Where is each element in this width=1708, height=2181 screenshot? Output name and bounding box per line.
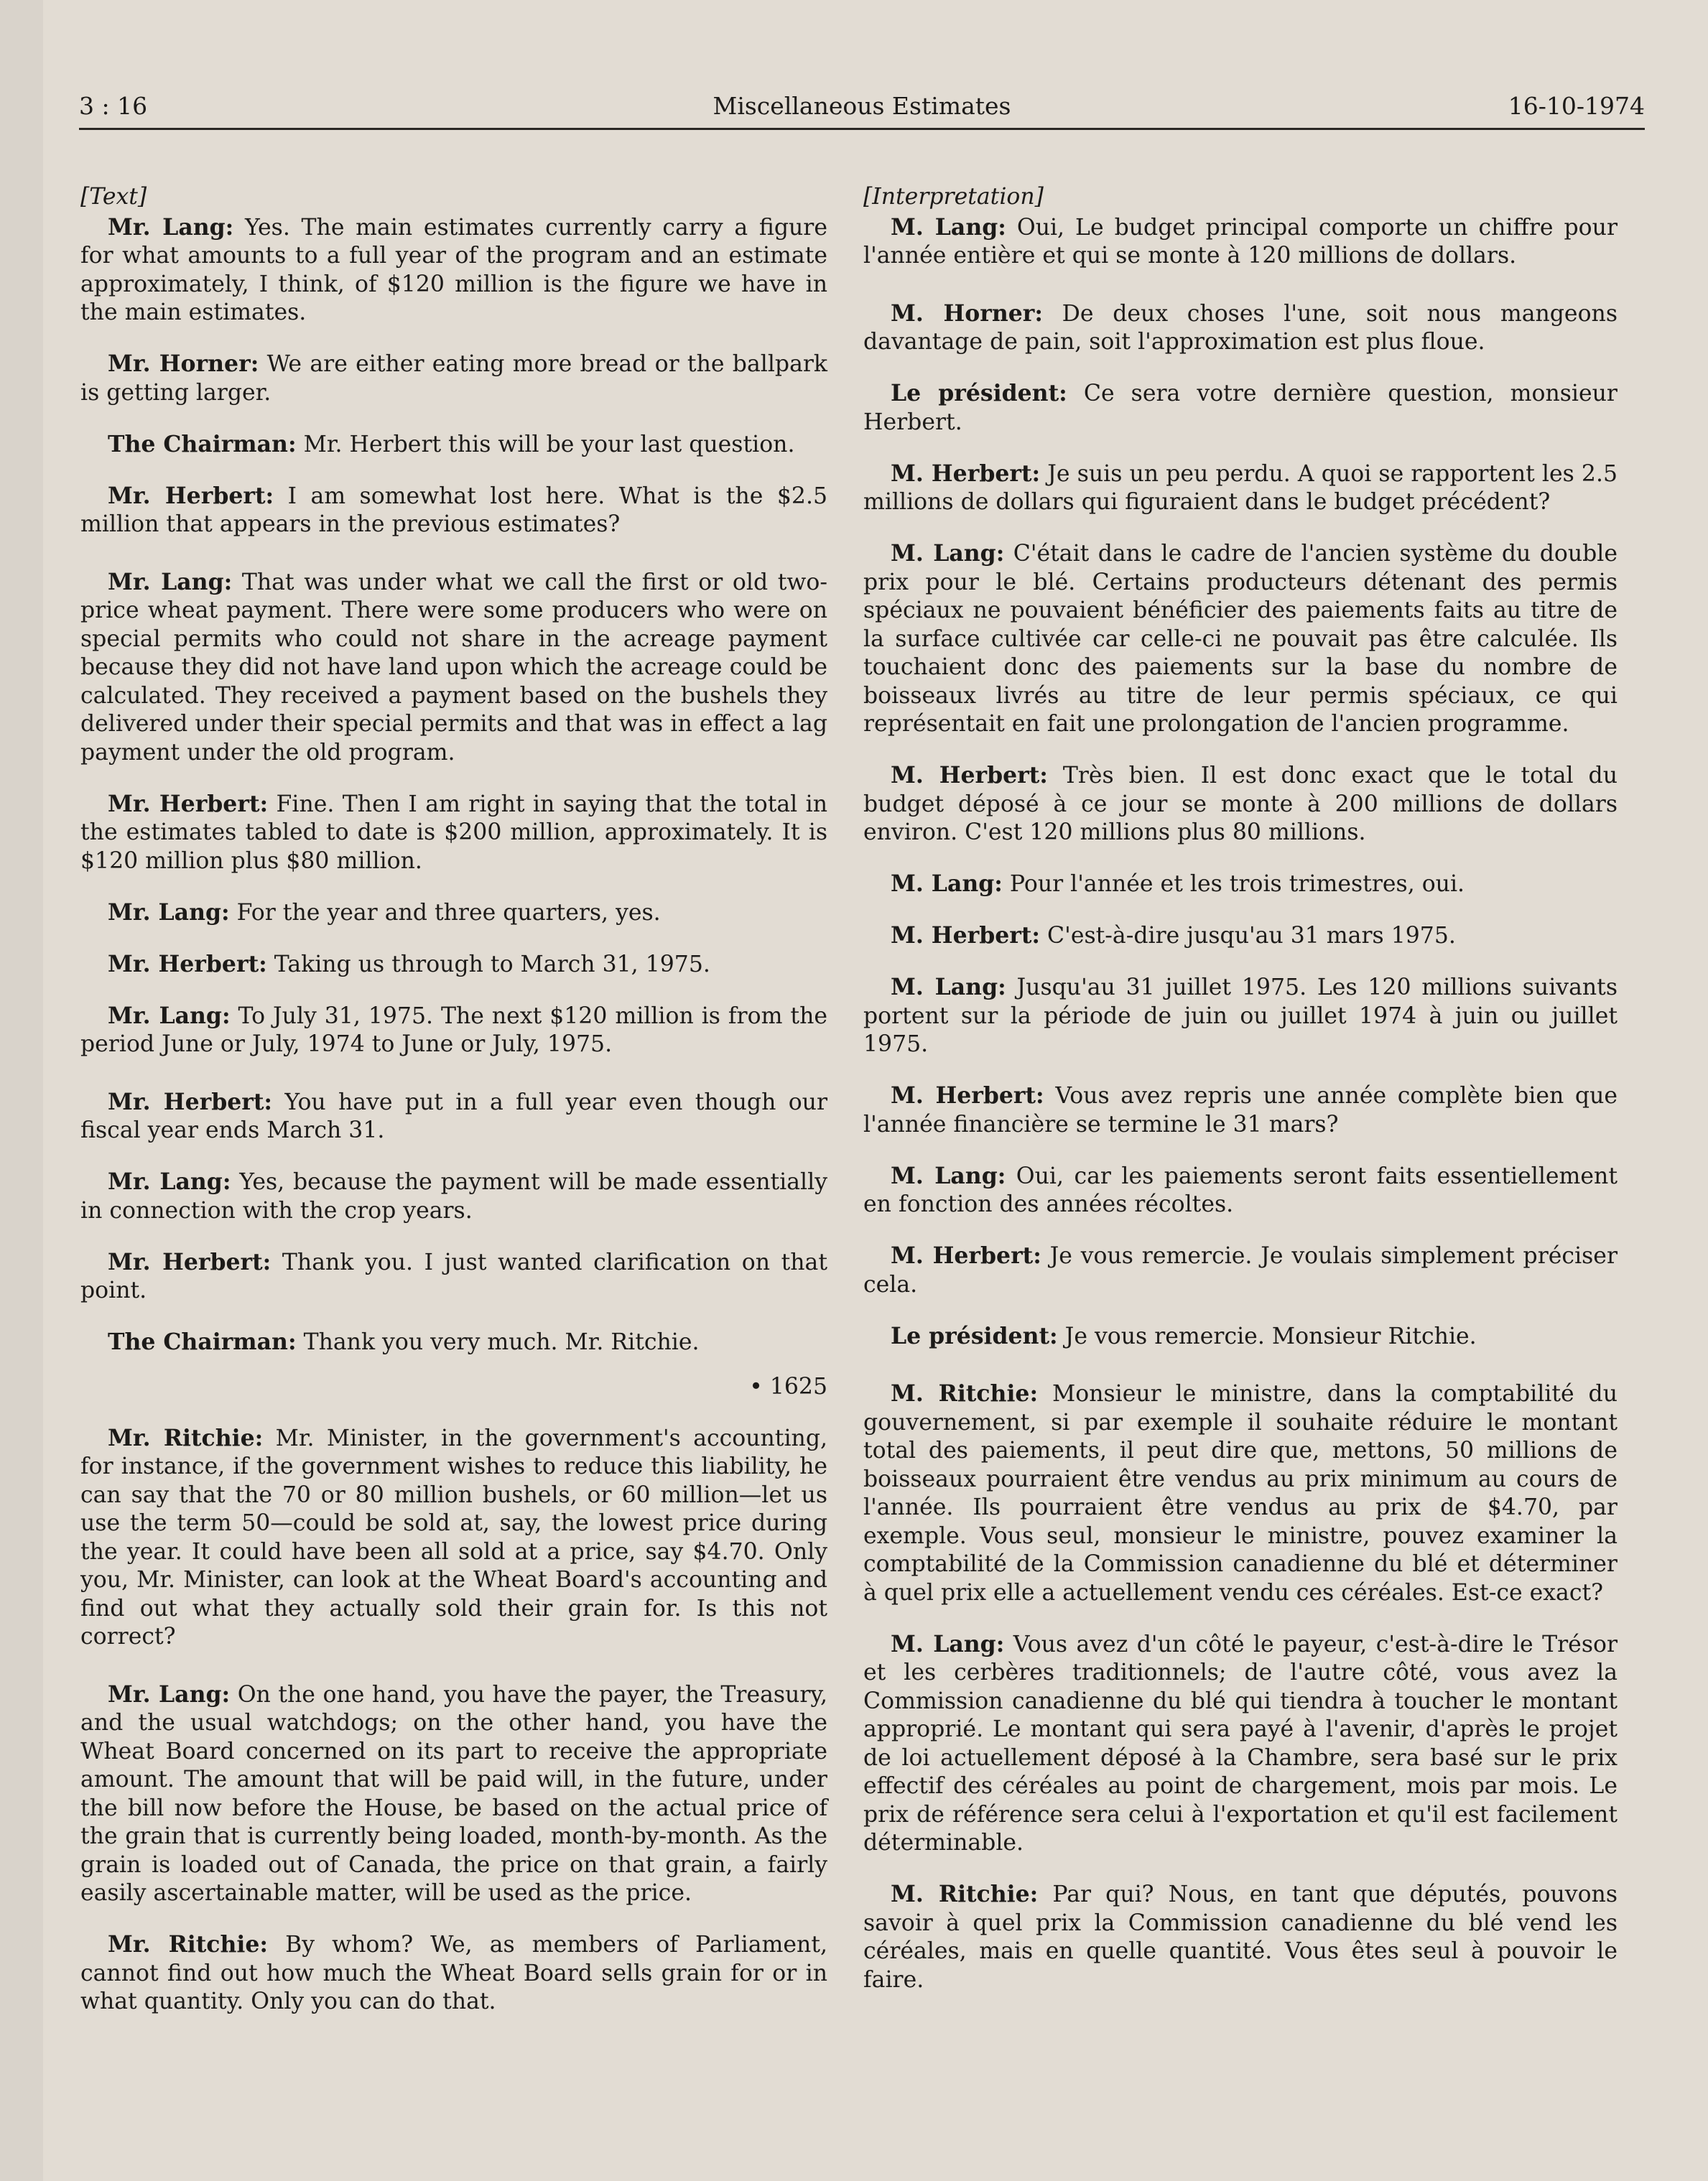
paragraph: M. Herbert: Je vous remercie. Je voulais simplement préciser cela.	[863, 1242, 1618, 1298]
paragraph: Mr. Lang: For the year and three quarters, yes.	[108, 898, 661, 926]
paragraph: Mr. Lang: Yes, because the payment will be made essentially in connection with the crop years.	[80, 1168, 827, 1224]
paragraph: M. Herbert: Je suis un peu perdu. A quoi se rapportent les 2.5 millions de dollars qui figuraient dans le budget précédent?	[863, 460, 1618, 515]
paragraph: Le président: Je vous remercie. Monsieur Ritchie.	[891, 1322, 1477, 1349]
document-date: 16-10-1974	[1508, 92, 1645, 120]
paragraph: Mr. Horner: We are either eating more bread or the ballpark is getting larger.	[80, 350, 827, 406]
page-header	[79, 92, 1645, 130]
paragraph: Mr. Herbert: I am somewhat lost here. What is the $2.5 million that appears in the previous estimates?	[80, 482, 828, 537]
paragraph: M. Lang: Pour l'année et les trois trimestres, oui.	[891, 870, 1465, 897]
text-tag: [Text]	[80, 184, 147, 210]
paragraph: M. Herbert: Très bien. Il est donc exact que le total du budget déposé à ce jour se monte à 200 millions de dollars environ. C'est 120 millions plus 80 millions.	[863, 762, 1618, 845]
paragraph: Mr. Herbert: You have put in a full year even though our fiscal year ends March 31.	[80, 1088, 828, 1143]
paragraph: M. Ritchie: Par qui? Nous, en tant que députés, pouvons savoir à quel prix la Commission canadienne du blé vend les céréales, mais en quelle quantité. Vous êtes seul à pouvoir le faire.	[863, 1881, 1618, 1993]
interpretation-tag: [Interpretation]	[863, 184, 1044, 210]
english-column	[80, 183, 827, 2032]
paragraph: M. Lang: Vous avez d'un côté le payeur, c'est-à-dire le Trésor et les cerbères traditionnels; de l'autre côté, vous avez la Commission canadienne du blé qui tiendra à toucher le montant approprié. Le montant qui sera payé à l'avenir, d'après le projet de loi actuellement déposé à la Chambre, sera basé sur le prix effectif des céréales au point de chargement, mois par mois. Le prix de référence sera celui à l'exportation et qu'il est facilement déterminable.	[863, 1630, 1618, 1856]
paragraph: Mr. Herbert: Taking us through to March 31, 1975.	[108, 950, 710, 977]
time-marker: • 1625	[749, 1373, 827, 1400]
paragraph: M. Horner: De deux choses l'une, soit nous mangeons davantage de pain, soit l'approximation est plus floue.	[863, 299, 1618, 355]
french-column	[863, 183, 1618, 2010]
paragraph: M. Lang: C'était dans le cadre de l'ancien système du double prix pour le blé. Certains producteurs détenant des permis spéciaux ne pouvaient bénéficier des paiements faits au titre de la surface cultivée car celle-ci ne pouvait pas être calculée. Ils touchaient donc des paiements sur la base du nombre de boisseaux livrés au titre de leur permis spéciaux, ce qui représentait en fait une prolongation de l'ancien programme.	[863, 540, 1618, 737]
document-title: Miscellaneous Estimates	[713, 92, 1011, 120]
paragraph: Mr. Lang: To July 31, 1975. The next $120 million is from the period June or July, 1974 to June or July, 1975.	[80, 1002, 828, 1057]
paragraph: Mr. Herbert: Thank you. I just wanted clarification on that point.	[80, 1248, 827, 1303]
paragraph: M. Lang: Oui, car les paiements seront faits essentiellement en fonction des années récoltes.	[863, 1162, 1618, 1217]
paragraph: Le président: Ce sera votre dernière question, monsieur Herbert.	[863, 380, 1618, 435]
paragraph: M. Lang: Jusqu'au 31 juillet 1975. Les 120 millions suivants portent sur la période de juin ou juillet 1974 à juin ou juillet 1975.	[863, 974, 1618, 1057]
paragraph: M. Ritchie: Monsieur le ministre, dans la comptabilité du gouvernement, si par exemple il souhaite réduire le montant total des paiements, il peut dire que, mettons, 50 millions de boisseaux pourraient être vendus au prix minimum au cours de l'année. Ils pourraient être vendus au prix de $4.70, par exemple. Vous seul, monsieur le ministre, pouvez examiner la comptabilité de la Commission canadienne du blé et déterminer à quel prix elle a actuellement vendu ces céréales. Est-ce exact?	[863, 1380, 1618, 1606]
paragraph: Mr. Lang: On the one hand, you have the payer, the Treasury, and the usual watchdogs; on the other hand, you have the Wheat Board concerned on its part to receive the appropriate amount. The amount that will be paid will, in the future, under the bill now before the House, be based on the actual price of the grain that is currently being loaded, month-by-month. As the grain is loaded out of Canada, the price on that grain, a fairly easily ascertainable matter, will be used as the price.	[80, 1680, 827, 1906]
paragraph: M. Lang: Oui, Le budget principal comporte un chiffre pour l'année entière et qui se monte à 120 millions de dollars.	[863, 213, 1618, 269]
paragraph: Mr. Ritchie: By whom? We, as members of Parliament, cannot find out how much the Wheat Board sells grain for or in what quantity. Only you can do that.	[80, 1931, 827, 2014]
page-number: 3 : 16	[79, 92, 148, 120]
paragraph: Mr. Lang: That was under what we call the first or old two-price wheat payment. There were some producers who were on special permits who could not share in the acreage payment because they did not have land upon which the acreage could be calculated. They received a payment based on the bushels they delivered under their special permits and that was in effect a lag payment under the old program.	[80, 568, 827, 766]
paragraph: The Chairman: Mr. Herbert this will be your last question.	[108, 430, 795, 457]
paragraph: The Chairman: Thank you very much. Mr. Ritchie.	[108, 1329, 700, 1355]
document-page	[43, 0, 1708, 2181]
paragraph: Mr. Herbert: Fine. Then I am right in saying that the total in the estimates tabled to date is $200 million, approximately. It is $120 million plus $80 million.	[80, 790, 827, 874]
paragraph: M. Herbert: Vous avez repris une année complète bien que l'année financière se termine le 31 mars?	[863, 1082, 1618, 1138]
paragraph: Mr. Lang: Yes. The main estimates currently carry a figure for what amounts to a full year of the program and an estimate approximately, I think, of $120 million is the figure we have in the main estimates.	[80, 213, 827, 325]
paragraph: M. Herbert: C'est-à-dire jusqu'au 31 mars 1975.	[891, 922, 1456, 949]
paragraph: Mr. Ritchie: Mr. Minister, in the government's accounting, for instance, if the government wishes to reduce this liability, he can say that the 70 or 80 million bushels, or 60 million—let us use the term 50—could be sold at, say, the lowest price during the year. It could have been all sold at a price, say $4.70. Only you, Mr. Minister, can look at the Wheat Board's accounting and find out what they actually sold their grain for. Is this not correct?	[80, 1424, 827, 1650]
